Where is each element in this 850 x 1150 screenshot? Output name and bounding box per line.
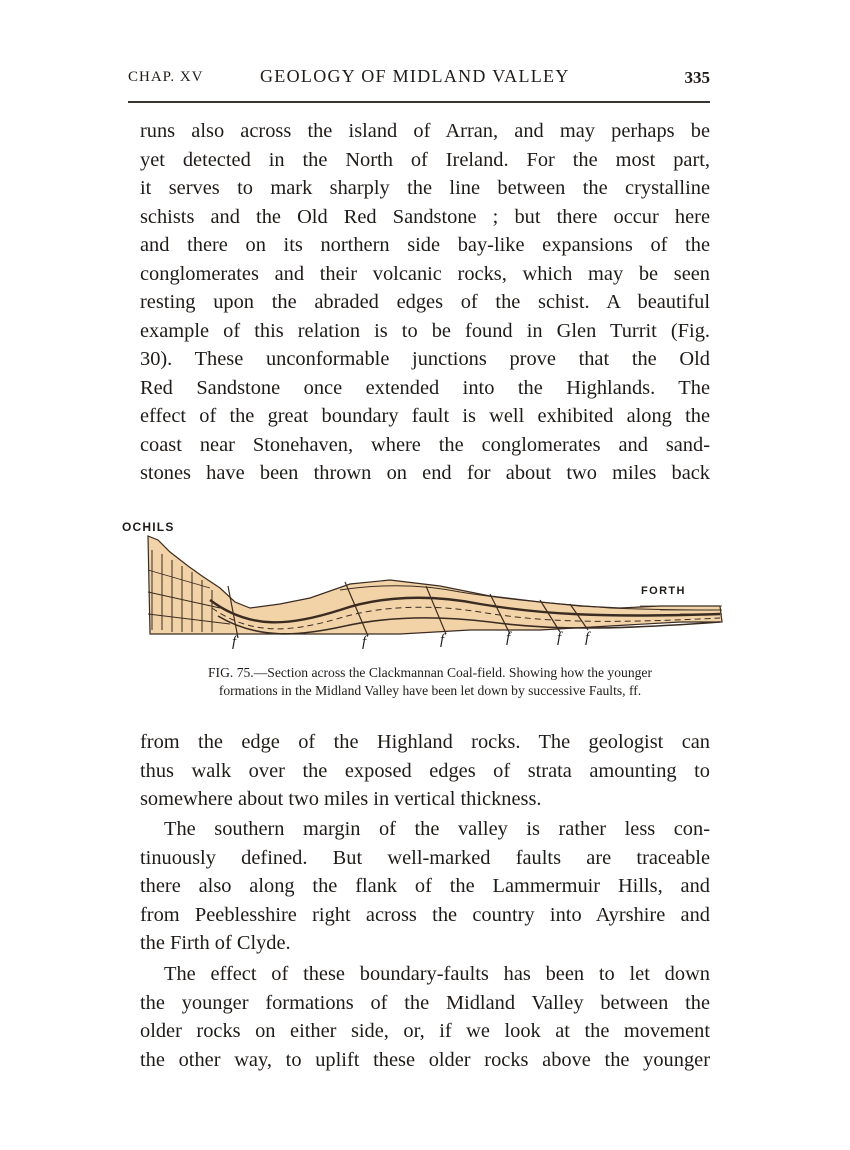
fault-mark: f: [557, 630, 562, 646]
caption-line: FIG. 75.—Section across the Clackmannan Coal-field. Showing how the younger: [208, 665, 652, 680]
text-line: thus walk over the exposed edges of strata amounting to: [140, 759, 710, 782]
text-line: from Peeblesshire right across the country into Ayrshire and: [140, 903, 710, 926]
text-line: from the edge of the Highland rocks. The geologist can: [140, 731, 710, 753]
text-line: The effect of these boundary-faults has been to let down: [164, 963, 710, 985]
chapter-label: CHAP. XV: [128, 69, 204, 85]
text-line: Red Sandstone once extended into the Highlands. The: [140, 376, 710, 399]
text-line: somewhere about two miles in vertical thickness.: [140, 788, 542, 810]
text-line: tinuously defined. But well-marked faults are traceable: [140, 846, 710, 869]
label-ochils: OCHILS: [122, 520, 175, 534]
text-line: schists and the Old Red Sandstone ; but there occur here: [140, 205, 710, 228]
text-line: conglomerates and their volcanic rocks, which may be seen: [140, 262, 710, 285]
text-line: resting upon the abraded edges of the schist. A beautiful: [140, 291, 710, 313]
header-rule: [128, 101, 710, 103]
text-line: The southern margin of the valley is rather less con-: [164, 818, 710, 840]
page-number: 335: [684, 68, 710, 87]
label-forth: FORTH: [641, 585, 686, 597]
fault-mark: f: [362, 634, 367, 650]
fault-mark: f: [506, 630, 511, 646]
text-line: older rocks on either side, or, if we look at the movement: [140, 1020, 710, 1042]
text-line: the other way, to uplift these older rocks above the younger: [140, 1048, 710, 1071]
section-drawing: [140, 530, 730, 640]
text-line: runs also across the island of Arran, and may perhaps be: [140, 120, 710, 142]
text-line: 30). These unconformable junctions prove that the Old: [140, 348, 710, 370]
fault-mark: f: [585, 630, 590, 646]
text-line: and there on its northern side bay-like expansions of the: [140, 234, 710, 256]
running-title: GEOLOGY OF MIDLAND VALLEY: [260, 66, 570, 86]
text-line: stones have been thrown on end for about two miles back: [140, 462, 710, 484]
text-line: the Firth of Clyde.: [140, 932, 291, 954]
figure-caption: [146, 664, 714, 700]
fault-mark: f: [232, 634, 237, 650]
text-line: coast near Stonehaven, where the conglomerates and sand-: [140, 433, 710, 456]
running-header: [128, 66, 710, 96]
fault-mark: f: [440, 632, 445, 648]
caption-line: formations in the Midland Valley have been let down by successive Faults, ff.: [218, 683, 642, 698]
text-line: there also along the flank of the Lammermuir Hills, and: [140, 875, 710, 897]
text-line: it serves to mark sharply the line between the crystalline: [140, 177, 710, 199]
text-line: the younger formations of the Midland Valley between the: [140, 991, 710, 1014]
text-line: example of this relation is to be found in Glen Turrit (Fig.: [140, 319, 710, 342]
text-line: effect of the great boundary fault is well exhibited along the: [140, 405, 710, 427]
text-line: yet detected in the North of Ireland. For the most part,: [140, 148, 710, 171]
